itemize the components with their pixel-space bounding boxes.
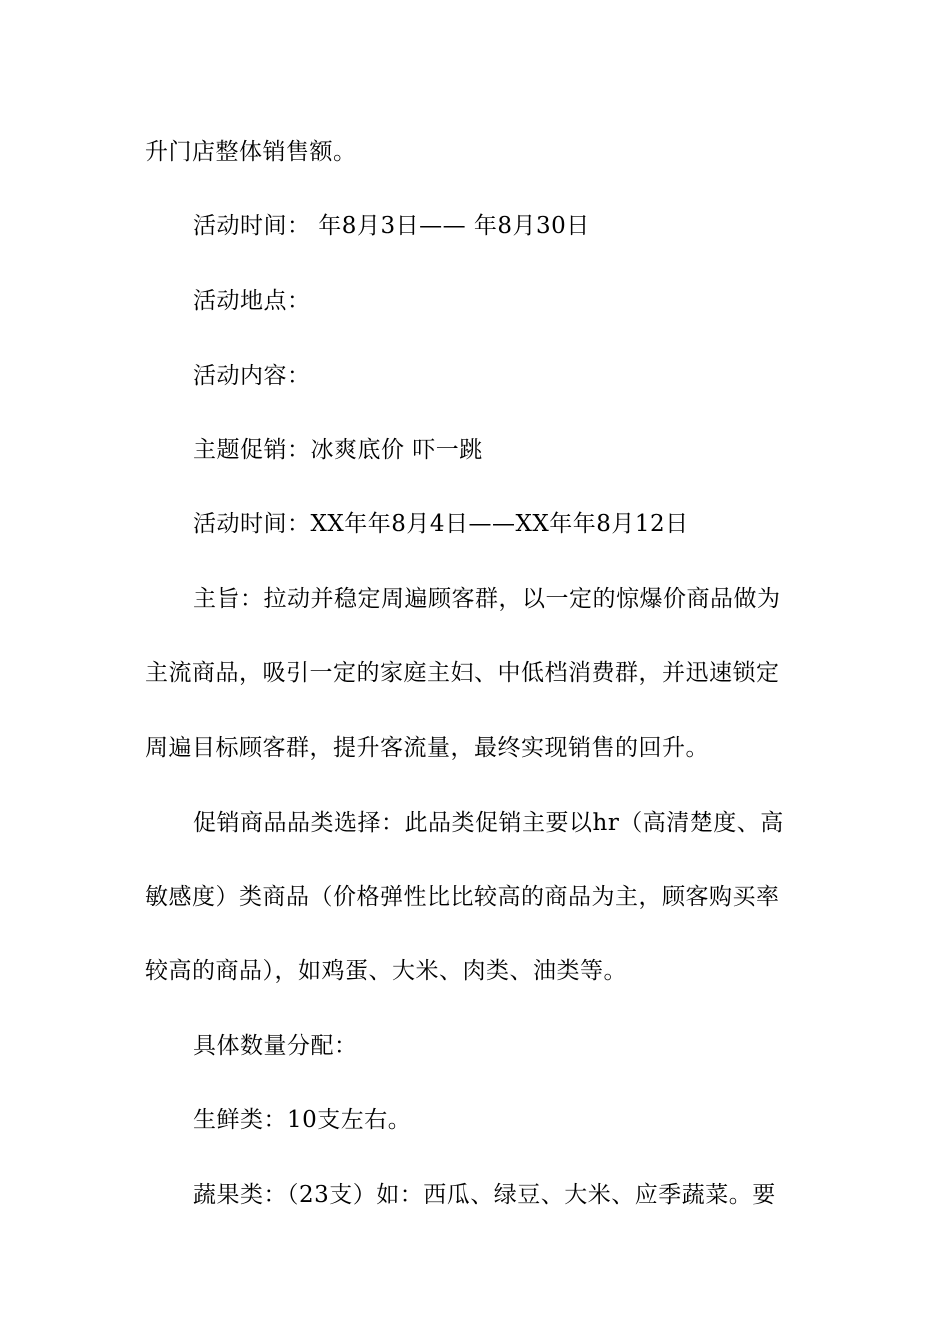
- purpose-line: 主旨：拉动并稳定周遍顾客群，以一定的惊爆价商品做为: [193, 586, 781, 612]
- paragraph-line: 周遍目标顾客群，提升客流量，最终实现销售的回升。: [145, 735, 709, 761]
- fresh-category-line: 生鲜类：10支左右。: [193, 1107, 412, 1133]
- promotion-time-line: 活动时间：XX年年8月4日——XX年年8月12日: [193, 511, 689, 537]
- quantity-allocation-line: 具体数量分配：: [193, 1033, 358, 1059]
- activity-location-line: 活动地点：: [193, 288, 311, 314]
- activity-time-line: 活动时间： 年8月3日—— 年8月30日: [193, 213, 590, 239]
- paragraph-line: 主流商品，吸引一定的家庭主妇、中低档消费群，并迅速锁定: [145, 660, 780, 686]
- paragraph-line: 较高的商品），如鸡蛋、大米、肉类、油类等。: [145, 958, 627, 984]
- category-selection-line: 促销商品品类选择：此品类促销主要以hr（高清楚度、高: [193, 810, 784, 836]
- paragraph-line: 敏感度）类商品（价格弹性比比较高的商品为主，顾客购买率: [145, 884, 780, 910]
- theme-promotion-line: 主题促销：冰爽底价 吓一跳: [193, 437, 483, 463]
- activity-content-line: 活动内容：: [193, 363, 311, 389]
- vegetable-fruit-line: 蔬果类：（23支）如：西瓜、绿豆、大米、应季蔬菜。要: [193, 1182, 776, 1208]
- paragraph-line: 升门店整体销售额。: [145, 139, 357, 165]
